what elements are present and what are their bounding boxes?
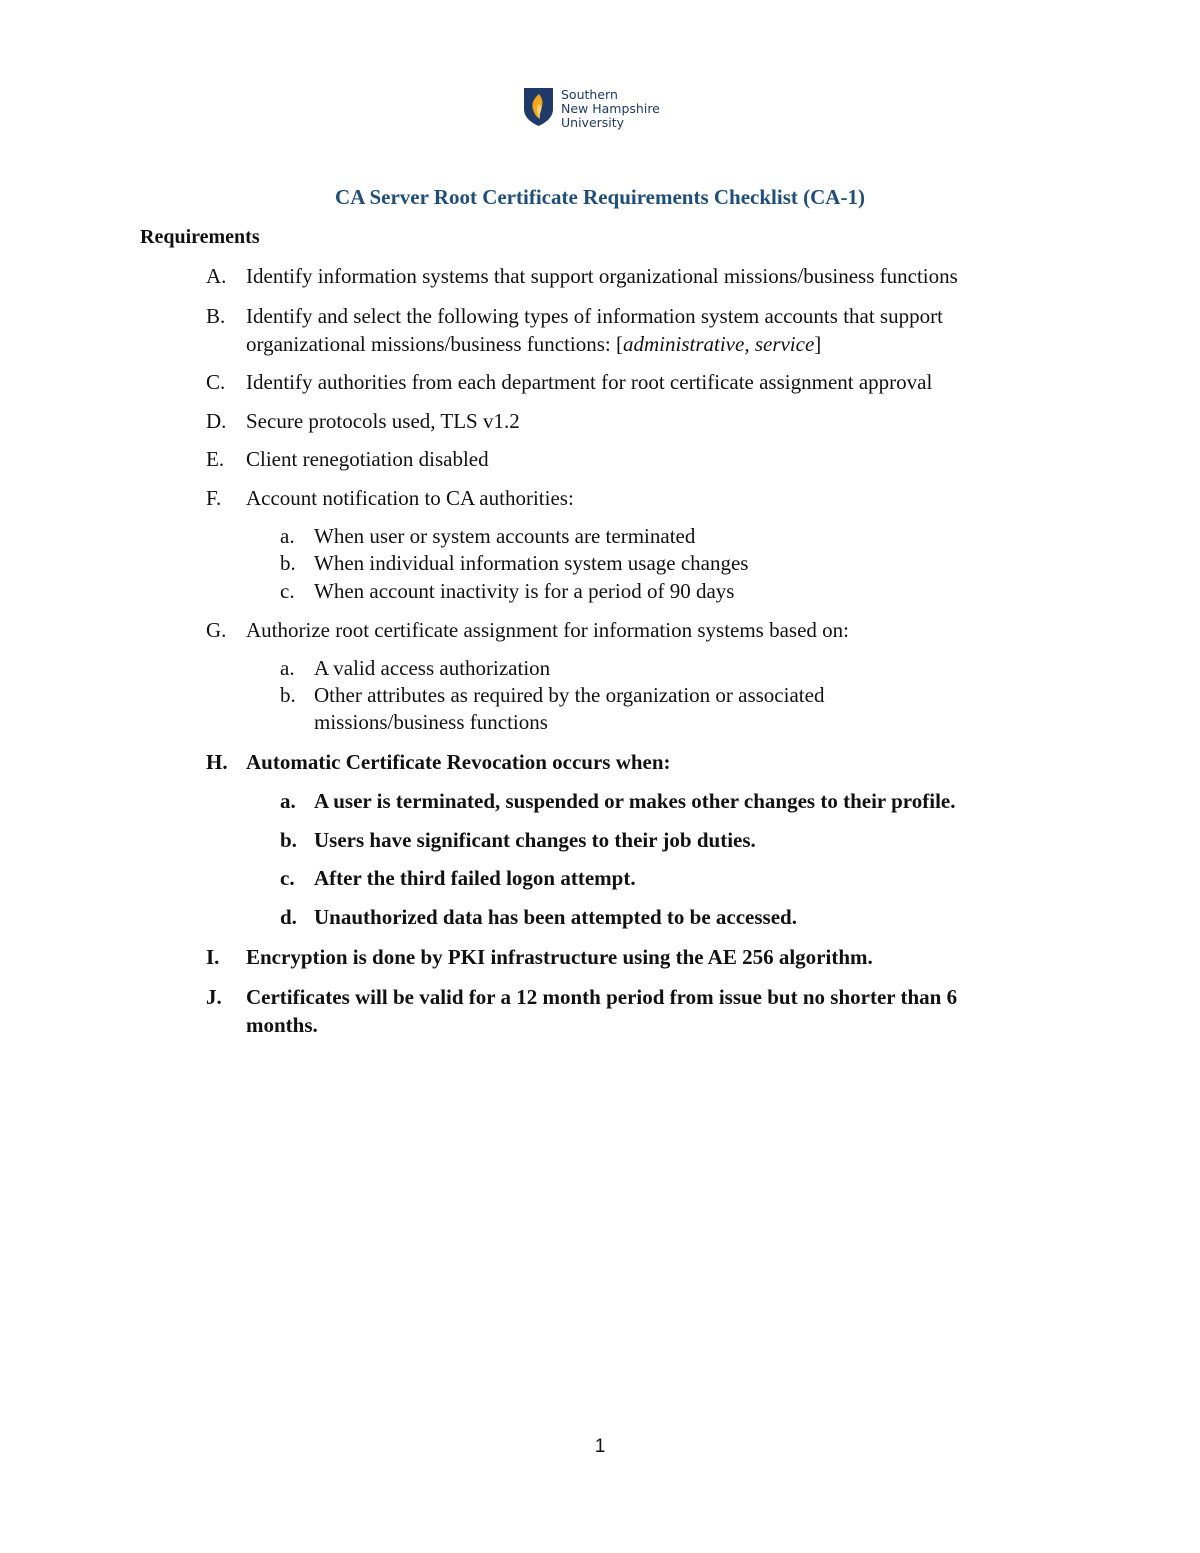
requirement-letter: C. xyxy=(206,370,226,394)
sub-item-letter: a. xyxy=(280,524,295,548)
sub-item-text: Unauthorized data has been attempted to be accessed. xyxy=(314,905,797,929)
sub-item-text-line-2: missions/business functions xyxy=(314,710,548,734)
requirement-text: Client renegotiation disabled xyxy=(246,447,489,471)
requirement-text: Identify and select the following types of information system accounts that support xyxy=(246,304,943,328)
requirement-text: Authorize root certificate assignment for information systems based on: xyxy=(246,618,850,642)
document-title: CA Server Root Certificate Requirements Checklist (CA-1) xyxy=(335,185,865,209)
sub-item-text: After the third failed logon attempt. xyxy=(314,866,636,890)
requirement-text: Automatic Certificate Revocation occurs when: xyxy=(246,750,671,774)
requirements-heading: Requirements xyxy=(140,226,260,248)
requirement-text: Account notification to CA authorities: xyxy=(246,486,574,510)
requirement-letter: F. xyxy=(206,486,222,510)
requirement-letter: E. xyxy=(206,447,225,471)
sub-item-letter: c. xyxy=(280,866,295,890)
sub-item-text: When individual information system usage changes xyxy=(314,551,749,575)
requirement-text-line-2 xyxy=(246,330,821,358)
sub-item-letter: a. xyxy=(280,656,295,680)
sub-item-text: A user is terminated, suspended or makes other changes to their profile. xyxy=(314,789,956,813)
requirement-text-prefix: organizational missions/business functions: [ xyxy=(246,332,623,356)
logo-line-1: Southern xyxy=(561,87,618,102)
snhu-shield-flame-icon xyxy=(523,87,554,127)
requirement-letter: A. xyxy=(206,264,227,288)
requirement-text: Encryption is done by PKI infrastructure using the AE 256 algorithm. xyxy=(246,945,873,969)
sub-item-letter: b. xyxy=(280,551,296,575)
sub-item-letter: c. xyxy=(280,579,295,603)
sub-item-text: A valid access authorization xyxy=(314,656,551,680)
requirement-letter: D. xyxy=(206,409,227,433)
requirement-letter: G. xyxy=(206,618,227,642)
requirement-text-italic: administrative, service xyxy=(623,332,815,356)
sub-item-text: Other attributes as required by the organization or associated xyxy=(314,683,825,707)
page-number: 1 xyxy=(594,1436,606,1457)
requirement-letter: J. xyxy=(206,985,222,1009)
sub-item-letter: d. xyxy=(280,905,297,929)
sub-item-text: When user or system accounts are terminated xyxy=(314,524,696,548)
requirement-letter: B. xyxy=(206,304,226,328)
sub-item-letter: a. xyxy=(280,789,296,813)
requirement-text: Identify authorities from each department for root certificate assignment approval xyxy=(246,370,933,394)
requirement-text: Secure protocols used, TLS v1.2 xyxy=(246,409,520,433)
logo-line-3: University xyxy=(561,115,625,130)
requirement-text: Certificates will be valid for a 12 month period from issue but no shorter than 6 xyxy=(246,985,958,1009)
logo-line-2: New Hampshire xyxy=(561,101,660,116)
sub-item-text: Users have significant changes to their job duties. xyxy=(314,828,756,852)
sub-item-text: When account inactivity is for a period of 90 days xyxy=(314,579,735,603)
requirement-text-suffix: ] xyxy=(814,332,822,356)
sub-item-letter: b. xyxy=(280,828,297,852)
requirement-text: Identify information systems that support organizational missions/business functions xyxy=(246,264,958,288)
requirement-text-line-2: months. xyxy=(246,1013,318,1037)
requirement-letter: I. xyxy=(206,945,220,969)
requirement-letter: H. xyxy=(206,750,228,774)
sub-item-letter: b. xyxy=(280,683,296,707)
snhu-logo xyxy=(523,87,660,130)
